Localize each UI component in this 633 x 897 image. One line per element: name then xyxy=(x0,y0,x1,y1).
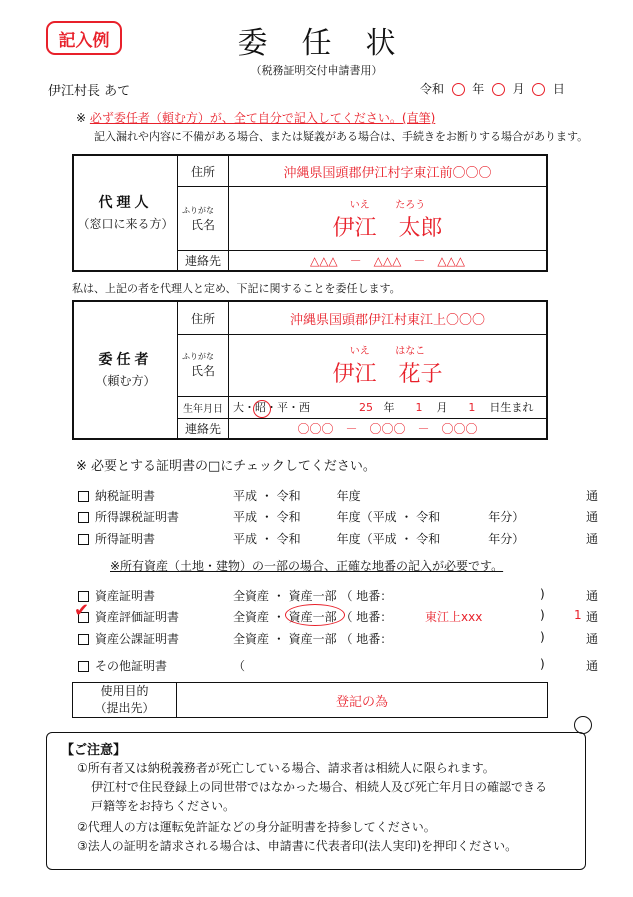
notice: ※ 必ず委任者（頼む方）が、全て自分で記入してください。(直筆) xyxy=(76,111,436,125)
delegate-text: 私は、上記の者を代理人と定め、下記に関することを委任します。 xyxy=(72,282,401,295)
agent-contact-label: 連絡先 xyxy=(178,251,229,271)
agent-contact: △△△ － △△△ － △△△ xyxy=(229,251,548,271)
cert-row[interactable]: 所得証明書 xyxy=(78,530,155,547)
page-subtitle: （税務証明交付申請書用） xyxy=(250,64,383,77)
cert-row[interactable]: 所得課税証明書 xyxy=(78,508,179,525)
paren-close: ) xyxy=(540,657,545,671)
principal-name-label: ふりがな 氏名 xyxy=(178,335,229,396)
caution-box xyxy=(46,732,586,870)
cert-unit: 通 xyxy=(586,532,599,546)
cert-unit: 通 xyxy=(586,489,599,503)
principal-name-cell: いえ はなこ 伊江 花子 xyxy=(229,335,548,396)
cert-row[interactable]: 資産公課証明書 xyxy=(78,630,179,647)
paren-close: ) xyxy=(540,587,545,601)
paren-close: ) xyxy=(540,608,545,622)
checkmark-icon: ✔ xyxy=(74,600,90,621)
cert-row[interactable]: 納税証明書 xyxy=(78,487,155,504)
cert-unit: 通 xyxy=(586,632,599,646)
agent-table xyxy=(72,154,548,272)
era-circle-mark xyxy=(253,400,271,418)
cert-detail: 平成 ・ 令和 年度 xyxy=(233,489,361,503)
agent-address-label: 住所 xyxy=(178,155,229,187)
purpose-label: 使用目的 （提出先） xyxy=(73,683,177,718)
selection-circle-mark xyxy=(285,604,345,626)
page-title: 委任状 xyxy=(237,26,430,61)
purpose-value: 登記の為 xyxy=(177,683,548,718)
cert-detail: 平成 ・ 令和 年度（平成 ・ 令和 年分） xyxy=(233,510,525,524)
cert-count: 1 xyxy=(574,608,582,622)
date-line: 令和 年 月 日 xyxy=(420,82,565,96)
agent-name-label: ふりがな 氏名 xyxy=(178,187,229,251)
principal-address-label: 住所 xyxy=(178,301,229,335)
agent-name: 伊江 太郎 xyxy=(332,215,443,241)
cert-unit: 通 xyxy=(586,659,599,673)
cert-row[interactable]: その他証明書 xyxy=(78,657,167,674)
caution-line: 戸籍等をお持ちください。 xyxy=(91,799,236,813)
principal-label: 委任者 （頼む方） xyxy=(73,301,178,439)
cert-detail: 平成 ・ 令和 年度（平成 ・ 令和 年分） xyxy=(233,532,525,546)
notice-text: 記入漏れや内容に不備がある場合、または疑義がある場合は、手続きをお断りする場合があります。 xyxy=(94,130,589,143)
checkbox-icon[interactable] xyxy=(78,534,89,545)
purpose-table xyxy=(72,682,548,718)
checkbox-icon[interactable] xyxy=(78,491,89,502)
principal-contact: 〇〇〇 － 〇〇〇 － 〇〇〇 xyxy=(229,419,548,439)
principal-contact-label: 連絡先 xyxy=(178,419,229,439)
checkbox-icon[interactable] xyxy=(78,661,89,672)
agent-name-cell: いえ たろう 伊江 太郎 xyxy=(229,187,548,251)
lot-number: 東江上xxx xyxy=(425,610,483,624)
agent-label: 代理人 （窓口に来る方） xyxy=(73,155,178,271)
cert-row[interactable]: 資産評価証明書 xyxy=(78,608,179,625)
agent-address: 沖縄県国頭郡伊江村字東江前〇〇〇 xyxy=(229,155,548,187)
caution-title: 【ご注意】 xyxy=(61,743,127,758)
birth-date: 大・昭・平・西 25 年 1 月 1 日生まれ xyxy=(229,396,548,418)
checkbox-icon[interactable] xyxy=(78,634,89,645)
cert-detail: 全資産 ・ 資産一部 （ 地番： xyxy=(233,632,393,646)
checkbox-icon[interactable] xyxy=(78,512,89,523)
cert-unit: 通 xyxy=(586,510,599,524)
example-badge: 記入例 xyxy=(46,21,122,55)
principal-name: 伊江 花子 xyxy=(332,362,443,388)
cert-row[interactable]: 資産証明書 xyxy=(78,587,155,604)
cert-detail: 全資産 ・ 資産一部 （ 地番： xyxy=(233,610,393,624)
asset-note: ※所有資産（土地・建物）の一部の場合、正確な地番の記入が必要です。 xyxy=(110,559,504,573)
principal-address: 沖縄県国頭郡伊江村東江上〇〇〇 xyxy=(229,301,548,335)
paren-close: ) xyxy=(540,630,545,644)
caution-line: 伊江村で住民登録上の同世帯ではなかった場合、相続人及び死亡年月日の確認できる xyxy=(91,780,548,794)
principal-table xyxy=(72,300,548,440)
addressee: 伊江村長 あて xyxy=(48,84,131,99)
caution-line: ①所有者又は納税義務者が死亡している場合、請求者は相続人に限られます。 xyxy=(77,761,495,775)
cert-detail: （ xyxy=(233,659,246,673)
cert-unit: 通 xyxy=(586,610,599,624)
caution-line: ②代理人の方は運転免許証などの身分証明書を持参してください。 xyxy=(77,820,436,834)
cert-detail: 全資産 ・ 資産一部 （ 地番： xyxy=(233,589,393,603)
cert-unit: 通 xyxy=(586,589,599,603)
caution-line: ③法人の証明を請求される場合は、申請書に代表者印(法人実印)を押印ください。 xyxy=(77,839,518,853)
birth-label: 生年月日 xyxy=(178,396,229,418)
check-instruction: ※ 必要とする証明書の□にチェックしてください。 xyxy=(76,459,376,474)
